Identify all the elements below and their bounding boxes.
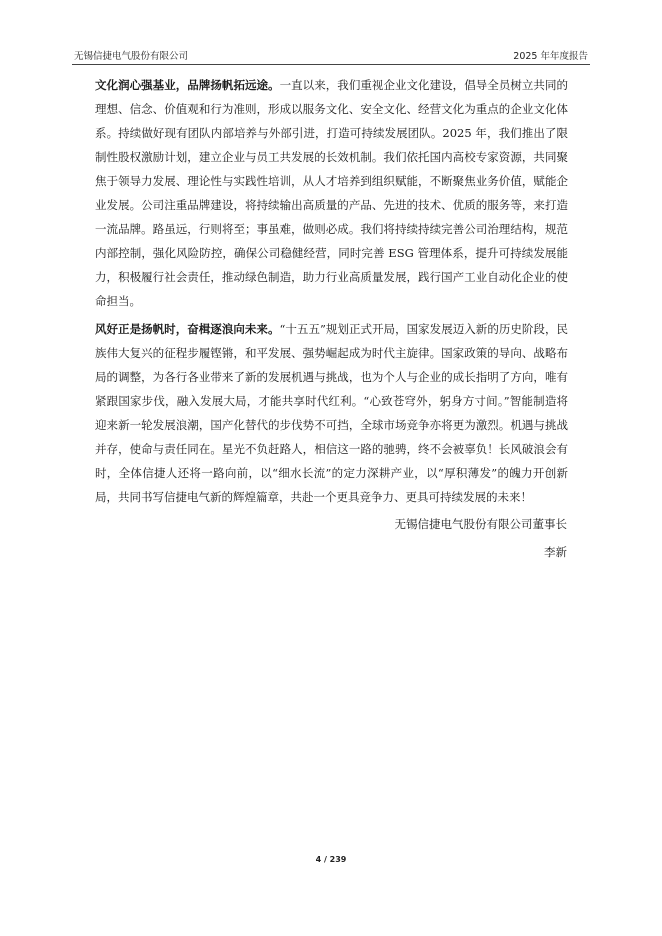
letter-body <box>95 73 568 513</box>
paragraph-text: 一直以来，我们重视企业文化建设，倡导全员树立共同的理想、信念、价值观和行为准则，形成以服务文化、安全文化、经营文化为重点的企业文化体系。持续做好现有团队内部培养与外部引进，打造可持续发展团队。2025 年，我们推出了限制性股权激励计划，建立企业与员工共发展的长效机制。我们依托国内高校专家资源，共同聚焦于领导力发展、理论性与实践性培训，从人才培养到组织赋能，不断聚焦业务价值，赋能企业发展。公司注重品牌建设，将持续输出高质量的产品、先进的技术、优质的服务等，来打造一流品牌。路虽远，行则将至；事虽难，做则必成。我们将持续持续完善公司治理结构，规范内部控制，强化风险防控，确保公司稳健经营，同时完善 ESG 管理体系，提升可持续发展能力，积极履行社会责任，推动绿色制造，助力行业高质量发展，践行国产工业自动化企业的使命担当。 <box>95 78 569 308</box>
paragraph-text: “十五五”规划正式开局，国家发展迈入新的历史阶段，民族伟大复兴的征程步履铿锵，和平发展、强势崛起成为时代主旋律。国家政策的导向、战略布局的调整，为各行各业带来了新的发展机遇与挑战，也为个人与企业的成长指明了方向，唯有紧跟国家步伐，融入发展大局，才能共享时代红利。“心致苍穹外，躬身方寸间。”智能制造将迎来新一轮发展浪潮，国产化替代的步伐势不可挡，全球市场竞争亦将更为激烈。机遇与挑战并存，使命与责任同在。星光不负赶路人，相信这一路的驰骋，终不会被辜负！长风破浪会有时，全体信捷人还将一路向前，以“细水长流”的定力深耕产业，以“厚积薄发”的魄力开创新局，共同书写信捷电气新的辉煌篇章，共赴一个更具竞争力、更具可持续发展的未来！ <box>95 322 568 504</box>
paragraph-future-outlook <box>95 317 568 509</box>
header-report-title: 2025 年年度报告 <box>513 51 588 62</box>
signature-name: 李新 <box>544 545 567 559</box>
paragraph-lead: 文化润心强基业，品牌扬帆拓远途。 <box>95 78 280 92</box>
paragraph-lead: 风好正是扬帆时，奋楫逐浪向未来。 <box>95 322 280 336</box>
page-number: 4 / 239 <box>315 855 347 864</box>
signature-block <box>395 510 568 566</box>
signature-title: 无锡信捷电气股份有限公司董事长 <box>394 517 567 531</box>
page-header <box>72 44 590 65</box>
header-company: 无锡信捷电气股份有限公司 <box>74 51 189 62</box>
paragraph-culture-brand <box>95 73 568 313</box>
